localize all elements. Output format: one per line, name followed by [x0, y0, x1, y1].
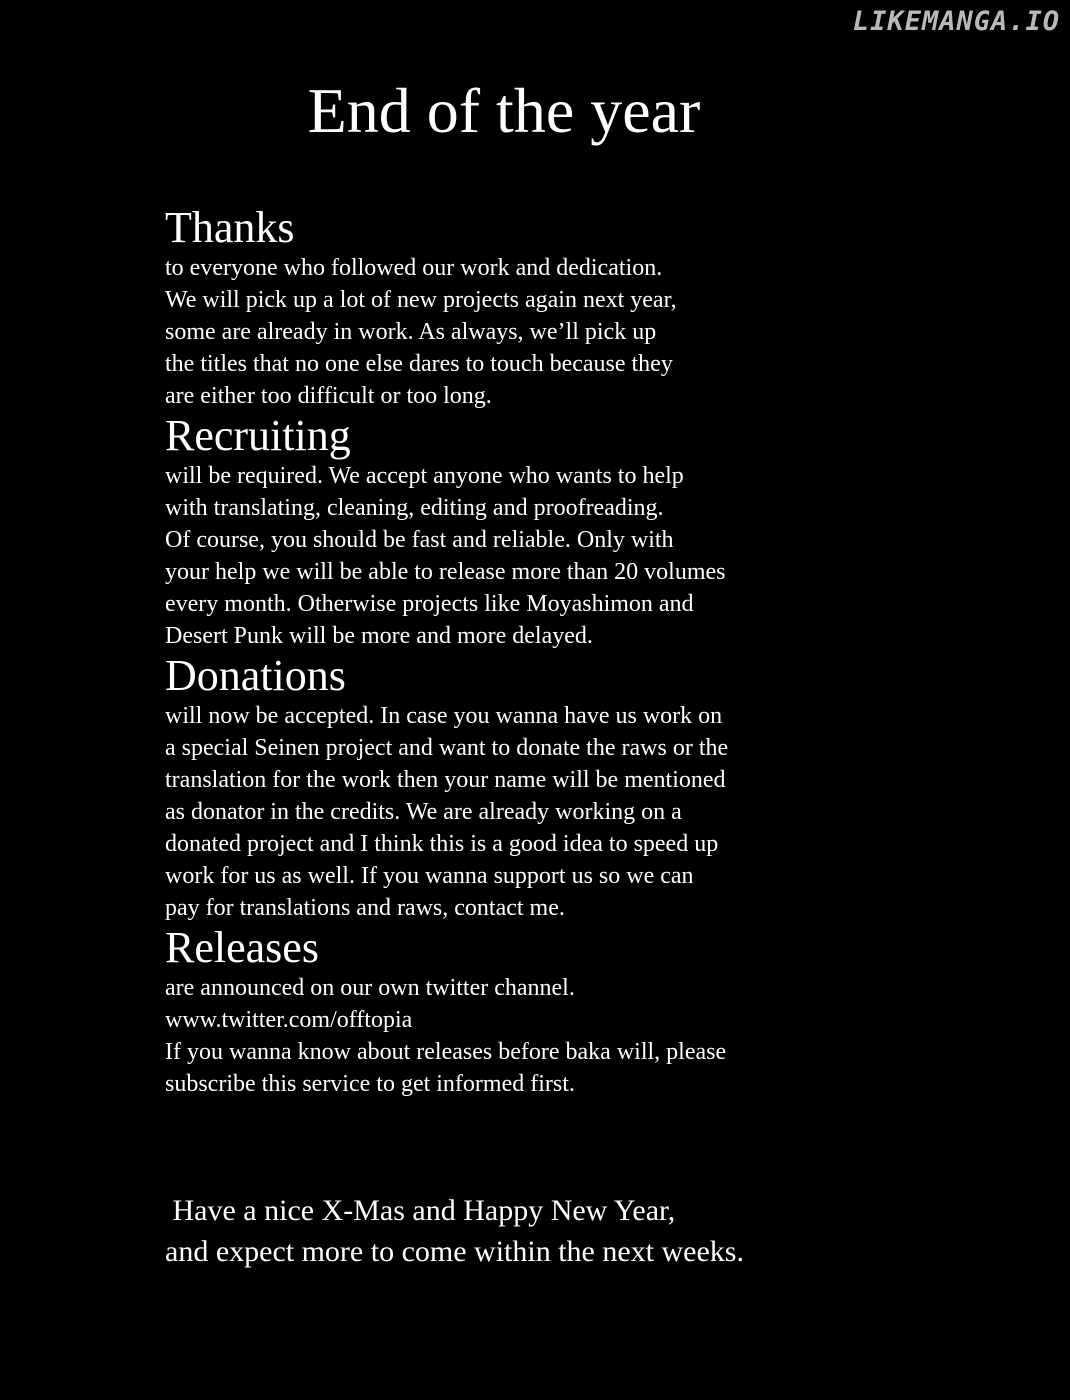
section-donations: [165, 652, 865, 924]
section-heading: Releases: [165, 923, 319, 972]
twitter-url: www.twitter.com/offtopia: [165, 1007, 413, 1033]
paragraph-line: If you wanna know about releases before baka will, please: [165, 1039, 727, 1065]
paragraph-line: will now be accepted. In case you wanna have us work on: [165, 703, 723, 729]
section-heading: Donations: [165, 651, 346, 700]
paragraph-line: every month. Otherwise projects like Moyashimon and: [165, 591, 694, 617]
watermark-logo: LIKEMANGA.IO: [852, 6, 1060, 37]
article-body: [165, 204, 865, 1100]
closing-line: and expect more to come within the next weeks.: [165, 1235, 744, 1268]
paragraph-line: subscribe this service to get informed first.: [165, 1071, 575, 1097]
paragraph-line: some are already in work. As always, we’ll pick up: [165, 319, 657, 345]
paragraph-line: to everyone who followed our work and dedication.: [165, 255, 663, 281]
paragraph-line: with translating, cleaning, editing and proofreading.: [165, 495, 664, 521]
paragraph-line: We will pick up a lot of new projects again next year,: [165, 287, 677, 313]
paragraph-line: translation for the work then your name will be mentioned: [165, 767, 726, 793]
paragraph-line: a special Seinen project and want to donate the raws or the: [165, 735, 729, 761]
section-recruiting: [165, 412, 865, 652]
section-heading: Thanks: [165, 203, 295, 252]
section-heading: Recruiting: [165, 411, 351, 460]
closing-line: Have a nice X-Mas and Happy New Year,: [165, 1194, 676, 1227]
paragraph-line: pay for translations and raws, contact me.: [165, 895, 565, 921]
paragraph-line: the titles that no one else dares to touch because they: [165, 351, 673, 377]
closing-message: [165, 1190, 885, 1272]
paragraph-line: as donator in the credits. We are already working on a: [165, 799, 682, 825]
section-thanks: [165, 204, 865, 412]
paragraph-line: work for us as well. If you wanna support us so we can: [165, 863, 694, 889]
paragraph-line: donated project and I think this is a good idea to speed up: [165, 831, 719, 857]
paragraph-line: will be required. We accept anyone who wants to help: [165, 463, 684, 489]
page-title: End of the year: [307, 75, 701, 146]
paragraph-line: are either too difficult or too long.: [165, 383, 492, 409]
paragraph-line: Of course, you should be fast and reliable. Only with: [165, 527, 674, 553]
paragraph-line: Desert Punk will be more and more delayed.: [165, 623, 593, 649]
paragraph-line: your help we will be able to release more than 20 volumes: [165, 559, 726, 585]
paragraph-line: are announced on our own twitter channel.: [165, 975, 575, 1001]
section-releases: [165, 924, 865, 1100]
